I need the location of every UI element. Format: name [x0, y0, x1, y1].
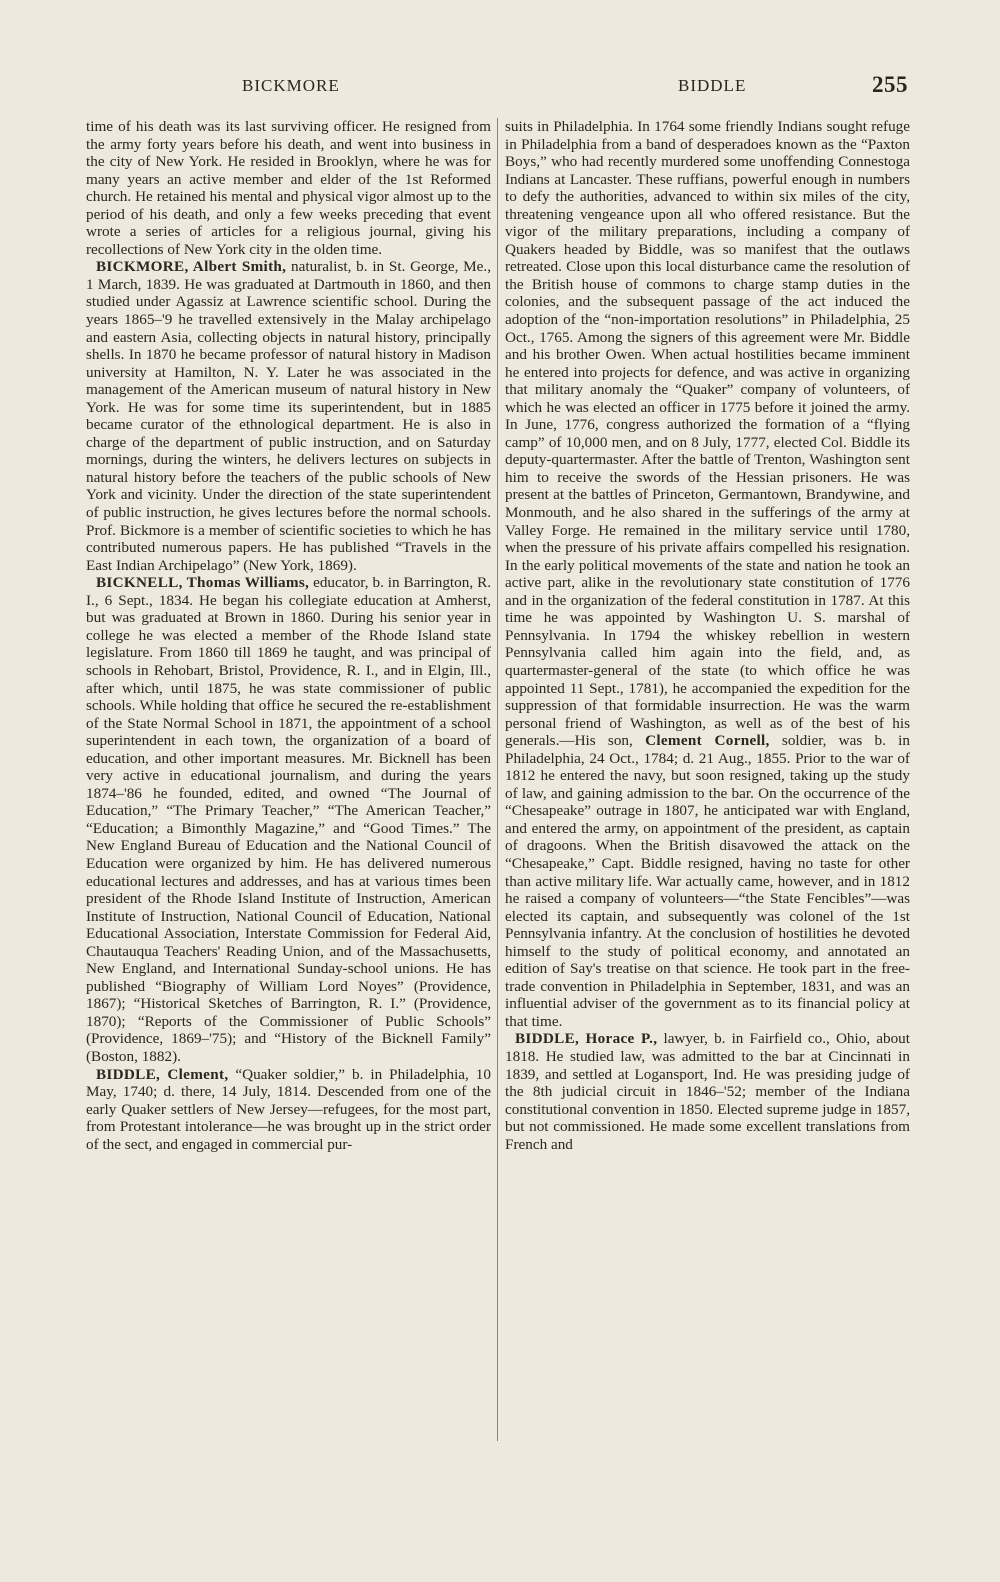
right-column: [505, 118, 910, 1443]
paragraph-text: time of his death was its last surviving officer. He resigned from the army forty years before his death, and went into business in the city of New York. He resided in Brooklyn, where he was for many years an active member and elder of the 1st Reformed church. He retained his mental and physical vigor almost up to the period of his death, and only a few weeks preceding that event wrote a series of articles for a religious journal, giving his recollections of New York city in the olden time.: [86, 118, 491, 258]
entry-heading: BICKMORE, Albert Smith,: [96, 258, 287, 276]
paragraph-text: soldier, was b. in Philadelphia, 24 Oct., 1784; d. 21 Aug., 1855. Prior to the war of 1812 he entered the navy, but soon resigned, taking up the study of law, and gaining admission to the bar. On the occurrence of the “Chesapeake” outrage in 1807, he anticipated war with England, and entered the army, on appointment of the president, as captain of dragoons. When the British disavowed the attack on the “Chesapeake,” Capt. Biddle resigned, having no taste for other than active military life. War actually came, however, and in 1812 he raised a company of volunteers—“the State Fencibles”—was elected its captain, and subsequently was colonel of the 1st Pennsylvania infantry. At the conclusion of hostilities he devoted himself to the study of political economy, and annotated an edition of Say's treatise on that science. He took part in the free-trade convention in Philadelphia in September, 1831, and was an influential adviser of the government as to its financial policy at that time.: [505, 732, 910, 1030]
entry-bicknell: [86, 574, 491, 1065]
entry-heading: BIDDLE, Horace P.,: [515, 1030, 658, 1048]
entry-biddle-clement: [86, 1066, 491, 1154]
entry-heading: BICKNELL, Thomas Williams,: [96, 574, 310, 592]
entry-heading: BIDDLE, Clement,: [96, 1065, 229, 1083]
entry-text: naturalist, b. in St. George, Me., 1 March, 1839. He was graduated at Dartmouth in 1860, and then studied under Agassiz at Lawrence scientific school. During the years 1865–'9 he travelled extensively in the Malay archipelago and eastern Asia, collecting objects in natural history, principally shells. In 1870 he became professor of natural history in Madison university at Hamilton, N. Y. Later he was associated in the management of the American museum of natural history in New York. He was for some time its superintendent, but in 1885 became curator of the ethnological department. He is also in charge of the department of public instruction, and on Saturday mornings, during the winters, he delivers lectures on subjects in natural history before the teachers of the public schools of New York and vicinity. Under the direction of the state superintendent of public instruction, he gives lectures before the normal schools. Prof. Bickmore is a member of scientific societies to which he has contributed numerous papers. He has published “Travels in the East Indian Archipelago” (New York, 1869).: [86, 258, 491, 574]
entry-biddle-horace: [505, 1030, 910, 1153]
sub-entry-heading: Clement Cornell,: [645, 732, 770, 750]
page-number: 255: [872, 72, 908, 97]
running-head-left: BICKMORE: [242, 76, 340, 95]
paragraph: [86, 118, 491, 258]
left-column: [86, 118, 491, 1443]
entry-bickmore: [86, 258, 491, 574]
column-divider: [497, 118, 498, 1441]
running-head-right: BIDDLE: [678, 76, 747, 95]
paragraph: [505, 118, 910, 1030]
entry-text: lawyer, b. in Fairfield co., Ohio, about 1818. He studied law, was admitted to the bar at Cincinnati in 1839, and settled at Logansport, Ind. He was presiding judge of the 8th judicial circuit in 1846–'52; member of the Indiana constitutional convention in 1850. Elected supreme judge in 1857, but not commissioned. He made some excellent translations from French and: [505, 1030, 910, 1153]
entry-text: “Quaker soldier,” b. in Philadelphia, 10 May, 1740; d. there, 14 July, 1814. Descended from one of the early Quaker settlers of New Jersey—refugees, for the most part, from Protestant intolerance—he was brought up in the strict order of the sect, and engaged in commercial pur-: [86, 1065, 491, 1153]
paragraph-text: suits in Philadelphia. In 1764 some friendly Indians sought refuge in Philadelphia from a band of desperadoes known as the “Paxton Boys,” who had recently murdered some unoffending Connestoga Indians at Lancaster. These ruffians, powerful enough in numbers to defy the authorities, advanced to within six miles of the city, threatening vengeance upon all who offered resistance. But the vigor of the military preparations, including a company of Quakers headed by Biddle, was so manifest that the outlaws retreated. Close upon this local disturbance came the resolution of the British house of commons to charge stamp duties in the colonies, and the subsequent passage of the act induced the adoption of the “non-importation resolutions” in Philadelphia, 25 Oct., 1765. Among the signers of this agreement were Mr. Biddle and his brother Owen. When actual hostilities became imminent he entered into projects for defence, and was active in organizing that military anomaly the “Quaker” company of volunteers, of which he was elected an officer in 1775 before it joined the army. In June, 1776, congress authorized the formation of a “flying camp” of 10,000 men, and on 8 July, 1777, elected Col. Biddle its deputy-quartermaster. After the battle of Trenton, Washington sent him to receive the swords of the Hessian prisoners. He was present at the battles of Princeton, Germantown, Brandywine, and Monmouth, and he also shared in the sufferings of the army at Valley Forge. He remained in the military service until 1780, when the pressure of his private affairs compelled his resignation. In the early political movements of the state and nation he took an active part, alike in the revolutionary state constitution of 1776 and in the organization of the federal constitution in 1787. At this time he was appointed by Washington U. S. marshal of Pennsylvania. In 1794 the whiskey rebellion in western Pennsylvania called him again into the field, and, as quartermaster-general of the state (to which office he was appointed 11 Sept., 1781), he accompanied the expedition for the suppression of that formidable insurrection. He was the warm personal friend of Washington, as well as of the best of his generals.—His son,: [505, 118, 910, 750]
entry-text: educator, b. in Barrington, R. I., 6 Sept., 1834. He began his collegiate education at Amherst, but was graduated at Brown in 1860. During his senior year in college he was elected a member of the Rhode Island state legislature. From 1860 till 1869 he taught, and was principal of schools in Rehobart, Bristol, Providence, R. I., and in Elgin, Ill., after which, until 1875, he was state commissioner of public schools. While holding that office he secured the re-establishment of the State Normal School in 1871, the appointment of a school superintendent in each town, the organization of a board of education, and other important measures. Mr. Bicknell has been very active in educational journalism, and during the years 1874–'86 he founded, edited, and owned “The Journal of Education,” “The Primary Teacher,” “The American Teacher,” “Education; a Bimonthly Magazine,” and “Good Times.” The New England Bureau of Education and the National Council of Education were organized by him. He has delivered numerous educational lectures and addresses, and has at various times been president of the Rhode Island Institute of Instruction, American Institute of Instruction, National Council of Education, National Educational Association, Interstate Commission for Federal Aid, Chautauqua Teachers' Reading Union, and of the Massachusetts, New England, and International Sunday-school unions. He has published “Biography of William Lord Noyes” (Providence, 1867); “Historical Sketches of Barrington, R. I.” (Providence, 1870); “Reports of the Commissioner of Public Schools” (Providence, 1869–'75); and “History of the Bicknell Family” (Boston, 1882).: [86, 574, 491, 1065]
